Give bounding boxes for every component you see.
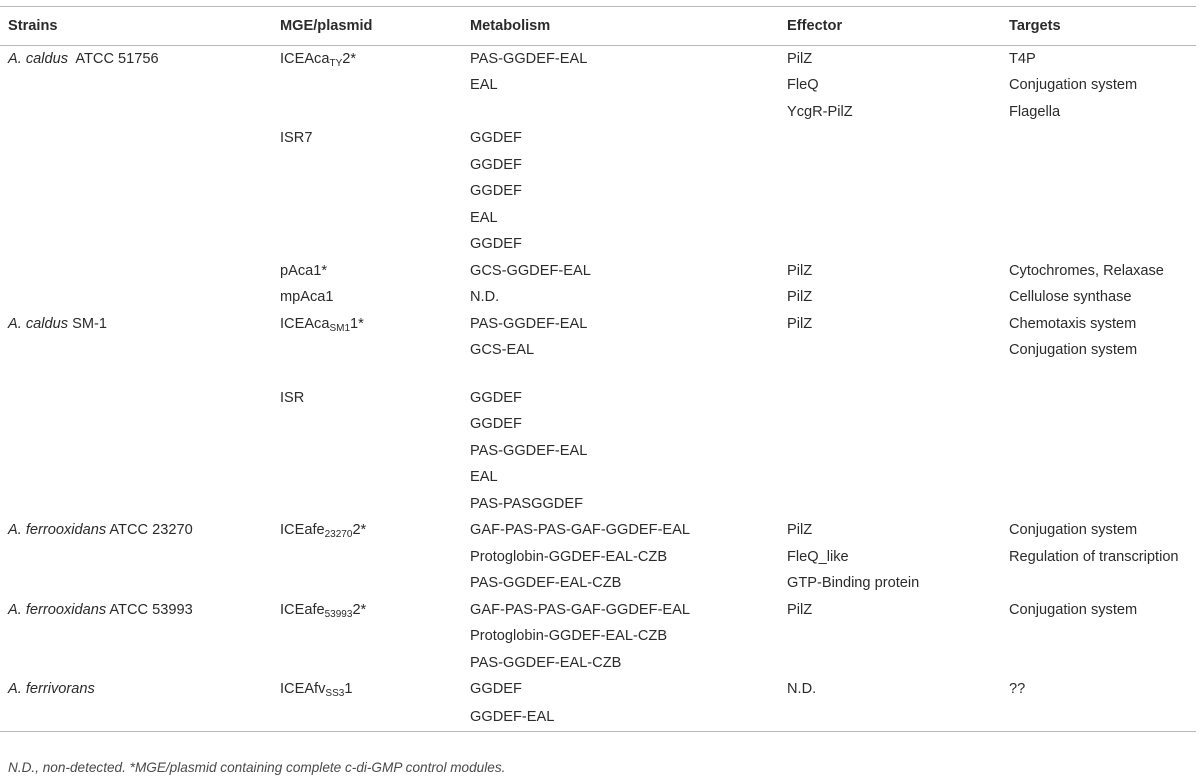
- cell-metabolism: GCS-EAL: [470, 342, 535, 359]
- cell-strain: [0, 179, 280, 206]
- cell-mge-plasmid: [280, 46, 464, 73]
- cell-strain: [0, 258, 280, 285]
- cell-effector: [778, 438, 1000, 465]
- cell-effector: FleQ: [787, 77, 819, 94]
- table-row: [0, 703, 1196, 732]
- cell-strain: [0, 624, 280, 651]
- cell-strain: [0, 232, 280, 259]
- cell-metabolism: Protoglobin-GGDEF-EAL-CZB: [470, 548, 668, 565]
- mge-text: ICEafe: [280, 522, 325, 539]
- cell-mge-plasmid: [280, 491, 464, 518]
- cell-mge-plasmid: [280, 465, 464, 492]
- cell-metabolism: EAL: [470, 209, 498, 226]
- cell-mge-plasmid: [280, 364, 464, 385]
- strain-id: ATCC 53993: [106, 601, 193, 618]
- cell-effector: [778, 179, 1000, 206]
- mge-text: ISR7: [280, 130, 313, 147]
- cell-strain: [0, 338, 280, 365]
- cell-mge-plasmid: [280, 385, 464, 412]
- cell-effector: PilZ: [787, 522, 813, 539]
- cell-mge-plasmid: [280, 258, 464, 285]
- mge-subscript: SS3: [325, 688, 345, 700]
- cell-strain: [0, 364, 280, 385]
- cell-mge-plasmid: [280, 285, 464, 312]
- cell-mge-plasmid: [280, 438, 464, 465]
- cell-targets: [1000, 491, 1196, 518]
- strain-id: ATCC 23270: [106, 522, 193, 539]
- mge-text: ISR: [280, 389, 305, 406]
- strain-id: SM-1: [68, 315, 107, 332]
- cell-targets: [1000, 126, 1196, 153]
- cell-targets: Cellulose synthase: [1009, 289, 1132, 306]
- strain-id: ATCC 51756: [68, 50, 159, 67]
- cell-targets: Conjugation system: [1009, 522, 1138, 539]
- cell-effector: N.D.: [787, 681, 817, 698]
- header-row: [0, 7, 1196, 46]
- cell-targets: Conjugation system: [1009, 342, 1138, 359]
- cell-strain: [0, 412, 280, 439]
- mge-text: ICEAca: [280, 50, 330, 67]
- table-row: [0, 491, 1196, 518]
- table-row: [0, 152, 1196, 179]
- cell-effector: [778, 412, 1000, 439]
- cell-mge-plasmid: [280, 205, 464, 232]
- table-row: [0, 46, 1196, 73]
- table-row: [0, 179, 1196, 206]
- cell-effector: GTP-Binding protein: [787, 575, 920, 592]
- cell-metabolism: GGDEF: [470, 183, 522, 200]
- table-row: [0, 624, 1196, 651]
- cell-mge-plasmid: [280, 571, 464, 598]
- cell-strain: [0, 73, 280, 100]
- header-targets: Targets: [1009, 18, 1061, 34]
- cell-targets: Conjugation system: [1009, 601, 1138, 618]
- cell-targets: [1000, 385, 1196, 412]
- cell-metabolism: EAL: [470, 469, 498, 486]
- cell-effector: [778, 491, 1000, 518]
- strain-species: A. ferrivorans: [8, 681, 95, 698]
- cell-effector: [778, 126, 1000, 153]
- cell-targets: Chemotaxis system: [1009, 315, 1137, 332]
- mge-text: 2*: [342, 50, 357, 67]
- table-footnote: N.D., non-detected. *MGE/plasmid containing complete c-di-GMP control modules.: [8, 760, 506, 775]
- table-body: [0, 46, 1196, 732]
- table-row: [0, 99, 1196, 126]
- cell-metabolism: [464, 99, 778, 126]
- cell-metabolism: GGDEF: [470, 681, 522, 698]
- table-row: [0, 311, 1196, 338]
- cell-effector: [778, 205, 1000, 232]
- table-row: [0, 258, 1196, 285]
- cell-targets: Flagella: [1009, 103, 1061, 120]
- cell-targets: [1000, 650, 1196, 677]
- cell-targets: [1000, 232, 1196, 259]
- cell-effector: [778, 338, 1000, 365]
- mge-text: mpAca1: [280, 289, 334, 306]
- table-row: [0, 571, 1196, 598]
- strain-species: A. ferrooxidans: [8, 522, 107, 539]
- cell-strain: [0, 46, 280, 73]
- cell-targets: [1000, 412, 1196, 439]
- table-row: [0, 126, 1196, 153]
- cell-metabolism: PAS-GGDEF-EAL-CZB: [470, 575, 622, 592]
- cell-strain: [0, 385, 280, 412]
- cell-mge-plasmid: [280, 338, 464, 365]
- mge-text: ICEafe: [280, 601, 325, 618]
- cell-mge-plasmid: [280, 650, 464, 677]
- cell-mge-plasmid: [280, 624, 464, 651]
- cell-strain: [0, 126, 280, 153]
- mge-text: 2*: [352, 522, 367, 539]
- mge-subscript: SM1: [329, 322, 351, 334]
- cell-targets: [1000, 571, 1196, 598]
- cell-effector: [778, 703, 1000, 732]
- table-row: [0, 465, 1196, 492]
- header-strains: Strains: [8, 18, 58, 34]
- cell-metabolism: PAS-PASGGDEF: [470, 495, 583, 512]
- table-row: [0, 364, 1196, 385]
- cell-strain: [0, 703, 280, 732]
- cell-metabolism: GGDEF: [470, 416, 522, 433]
- mge-subscript: 23270: [324, 529, 353, 541]
- cell-effector: FleQ_like: [787, 548, 849, 565]
- cell-mge-plasmid: [280, 152, 464, 179]
- cell-targets: [1000, 703, 1196, 732]
- cell-metabolism: Protoglobin-GGDEF-EAL-CZB: [470, 628, 668, 645]
- mge-text: 1: [344, 681, 353, 698]
- cell-targets: [1000, 152, 1196, 179]
- cell-targets: [1000, 205, 1196, 232]
- cell-mge-plasmid: [280, 179, 464, 206]
- cell-effector: PilZ: [787, 315, 813, 332]
- cell-mge-plasmid: [280, 597, 464, 624]
- table-row: [0, 650, 1196, 677]
- cell-mge-plasmid: [280, 677, 464, 704]
- table-container: [0, 6, 1196, 732]
- cell-strain: [0, 205, 280, 232]
- cell-effector: [778, 650, 1000, 677]
- cell-metabolism: GGDEF: [470, 130, 522, 147]
- cell-strain: [0, 465, 280, 492]
- cell-metabolism: [464, 364, 778, 385]
- table-row: [0, 438, 1196, 465]
- cell-metabolism: GGDEF-EAL: [470, 708, 555, 725]
- cell-mge-plasmid: [280, 232, 464, 259]
- cell-strain: [0, 650, 280, 677]
- cell-metabolism: GGDEF: [470, 389, 522, 406]
- cell-metabolism: GCS-GGDEF-EAL: [470, 262, 591, 279]
- cell-metabolism: PAS-GGDEF-EAL-CZB: [470, 654, 622, 671]
- cell-mge-plasmid: [280, 126, 464, 153]
- data-table: [0, 6, 1196, 732]
- cell-strain: [0, 518, 280, 545]
- table-row: [0, 232, 1196, 259]
- cell-strain: [0, 152, 280, 179]
- table-row: [0, 73, 1196, 100]
- table-row: [0, 285, 1196, 312]
- mge-subscript: TY: [329, 57, 343, 69]
- cell-metabolism: N.D.: [470, 289, 500, 306]
- cell-mge-plasmid: [280, 311, 464, 338]
- cell-targets: Regulation of transcription: [1009, 548, 1179, 565]
- cell-mge-plasmid: [280, 703, 464, 732]
- cell-effector: PilZ: [787, 50, 813, 67]
- mge-text: ICEAca: [280, 315, 330, 332]
- cell-mge-plasmid: [280, 518, 464, 545]
- table-row: [0, 385, 1196, 412]
- cell-targets: [1000, 364, 1196, 385]
- cell-mge-plasmid: [280, 73, 464, 100]
- cell-metabolism: PAS-GGDEF-EAL: [470, 315, 588, 332]
- mge-text: 2*: [352, 601, 367, 618]
- cell-strain: [0, 544, 280, 571]
- cell-effector: PilZ: [787, 262, 813, 279]
- table-row: [0, 597, 1196, 624]
- cell-mge-plasmid: [280, 99, 464, 126]
- cell-effector: [778, 232, 1000, 259]
- table-row: [0, 518, 1196, 545]
- table-header: [0, 7, 1196, 46]
- strain-species: A. caldus: [8, 315, 69, 332]
- cell-strain: [0, 597, 280, 624]
- cell-metabolism: PAS-GGDEF-EAL: [470, 442, 588, 459]
- cell-strain: [0, 285, 280, 312]
- header-mge-plasmid: MGE/plasmid: [280, 18, 373, 34]
- cell-effector: [778, 385, 1000, 412]
- cell-strain: [0, 99, 280, 126]
- cell-targets: [1000, 465, 1196, 492]
- table-row: [0, 338, 1196, 365]
- cell-effector: [778, 465, 1000, 492]
- cell-targets: [1000, 624, 1196, 651]
- cell-metabolism: GGDEF: [470, 156, 522, 173]
- table-row: [0, 677, 1196, 704]
- cell-metabolism: EAL: [470, 77, 498, 94]
- cell-effector: PilZ: [787, 289, 813, 306]
- cell-effector: [778, 152, 1000, 179]
- cell-targets: [1000, 179, 1196, 206]
- cell-effector: YcgR-PilZ: [787, 103, 853, 120]
- cell-metabolism: GGDEF: [470, 236, 522, 253]
- cell-strain: [0, 677, 280, 704]
- cell-metabolism: GAF-PAS-PAS-GAF-GGDEF-EAL: [470, 522, 691, 539]
- cell-targets: Cytochromes, Relaxase: [1009, 262, 1164, 279]
- mge-text: ICEAfv: [280, 681, 326, 698]
- strain-species: A. ferrooxidans: [8, 601, 107, 618]
- mge-text: 1*: [350, 315, 364, 332]
- cell-mge-plasmid: [280, 412, 464, 439]
- cell-targets: ??: [1009, 681, 1026, 698]
- cell-strain: [0, 571, 280, 598]
- cell-effector: PilZ: [787, 601, 813, 618]
- cell-targets: [1000, 438, 1196, 465]
- table-row: [0, 544, 1196, 571]
- cell-mge-plasmid: [280, 544, 464, 571]
- cell-strain: [0, 491, 280, 518]
- header-metabolism: Metabolism: [470, 18, 551, 34]
- cell-metabolism: GAF-PAS-PAS-GAF-GGDEF-EAL: [470, 601, 691, 618]
- cell-strain: [0, 311, 280, 338]
- mge-subscript: 53993: [324, 608, 353, 620]
- cell-metabolism: PAS-GGDEF-EAL: [470, 50, 588, 67]
- cell-strain: [0, 438, 280, 465]
- header-effector: Effector: [787, 18, 843, 34]
- table-row: [0, 205, 1196, 232]
- cell-effector: [778, 624, 1000, 651]
- cell-targets: Conjugation system: [1009, 77, 1138, 94]
- cell-targets: T4P: [1009, 50, 1036, 67]
- mge-text: pAca1*: [280, 262, 328, 279]
- table-row: [0, 412, 1196, 439]
- strain-species: A. caldus: [8, 50, 69, 67]
- cell-effector: [778, 364, 1000, 385]
